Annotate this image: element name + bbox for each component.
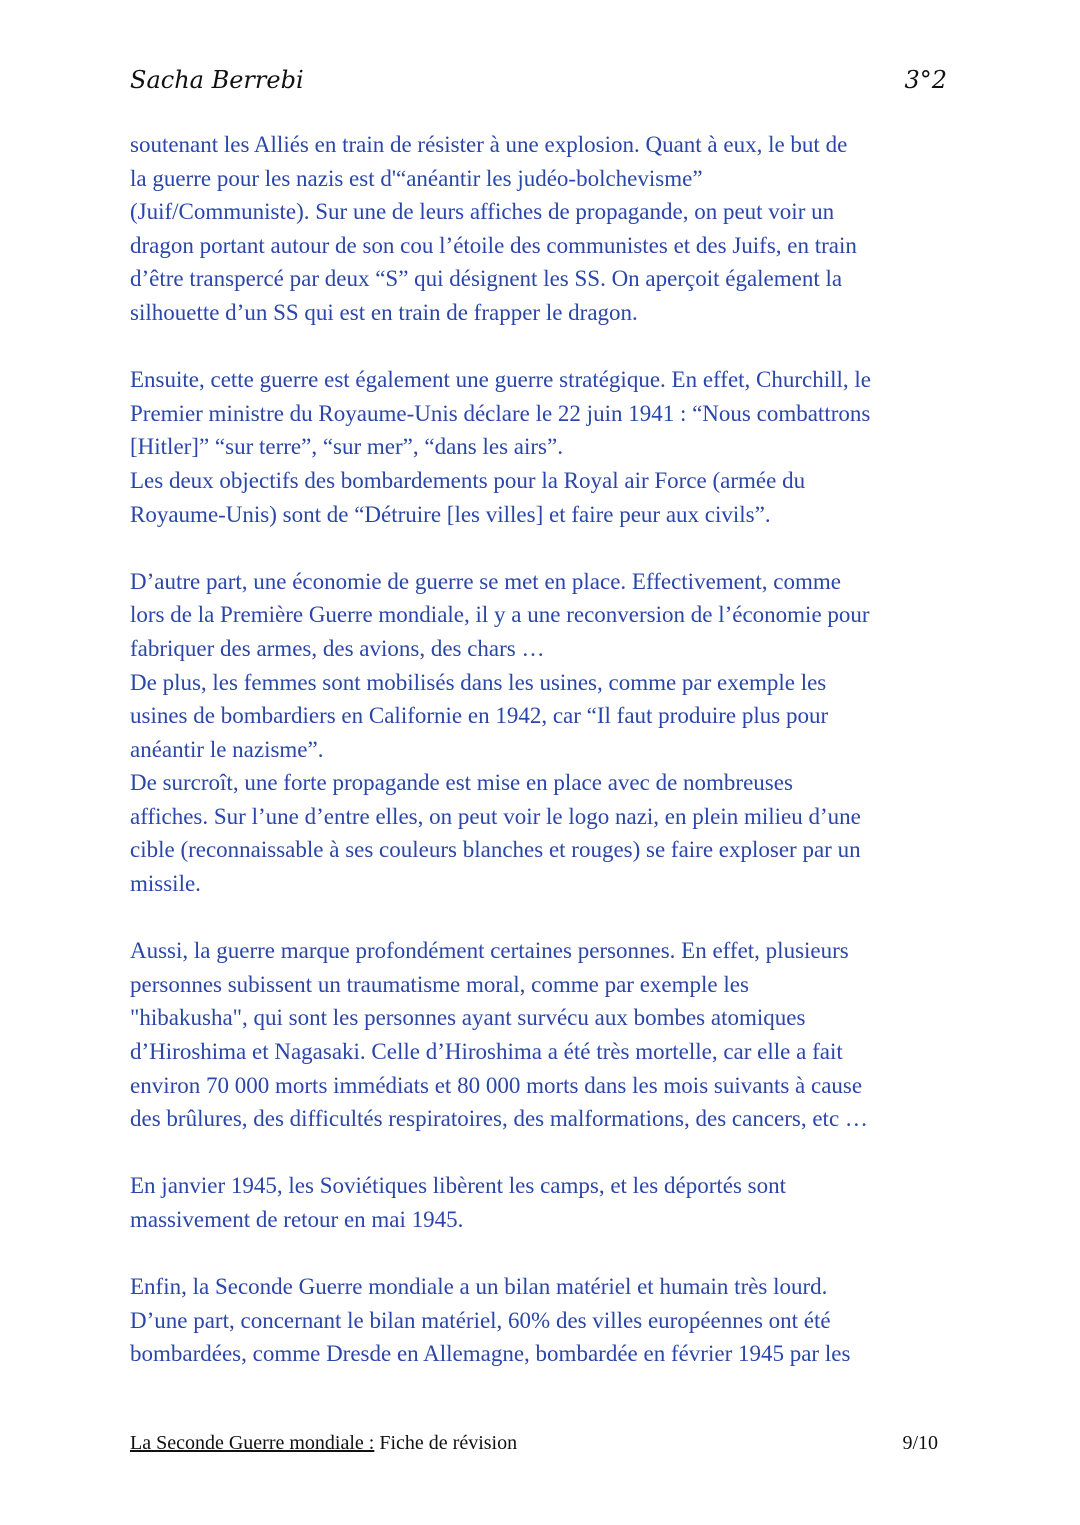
- footer-title: La Seconde Guerre mondiale :: [130, 1432, 375, 1454]
- paragraph-2: [130, 363, 960, 531]
- text-line: Les deux objectifs des bombardements pour la Royal air Force (armée du: [130, 467, 806, 493]
- text-line: lors de la Première Guerre mondiale, il y a une reconversion de l’économie pour: [130, 602, 870, 628]
- text-line: la guerre pour les nazis est d'“anéantir les judéo-bolchevisme”: [130, 165, 703, 191]
- text-line: des brûlures, des difficultés respiratoires, des malformations, des cancers, etc …: [130, 1106, 868, 1132]
- text-line: Enfin, la Seconde Guerre mondiale a un bilan matériel et humain très lourd.: [130, 1274, 828, 1300]
- text-line: cible (reconnaissable à ses couleurs blanches et rouges) se faire exploser par un: [130, 837, 861, 863]
- text-line: massivement de retour en mai 1945.: [130, 1207, 464, 1232]
- text-line: environ 70 000 morts immédiats et 80 000 morts dans les mois suivants à cause: [130, 1072, 863, 1098]
- text-line: "hibakusha", qui sont les personnes ayant survécu aux bombes atomiques: [130, 1005, 806, 1031]
- paragraph-3: [130, 565, 960, 901]
- text-line: soutenant les Alliés en train de résister à une explosion. Quant à eux, le but de: [130, 132, 848, 157]
- document-body: [130, 128, 960, 1405]
- text-line: D’autre part, une économie de guerre se met en place. Effectivement, comme: [130, 568, 841, 594]
- paragraph-6: [130, 1270, 960, 1371]
- text-line: Royaume-Unis) sont de “Détruire [les villes] et faire peur aux civils”.: [130, 501, 771, 527]
- text-line: Aussi, la guerre marque profondément certaines personnes. En effet, plusieurs: [130, 938, 849, 964]
- page-footer: [130, 1432, 938, 1462]
- text-line: bombardées, comme Dresde en Allemagne, bombardée en février 1945 par les: [130, 1341, 851, 1367]
- text-line: d’Hiroshima et Nagasaki. Celle d’Hiroshima a été très mortelle, car elle a fait: [130, 1039, 843, 1065]
- text-line: Ensuite, cette guerre est également une guerre stratégique. En effet, Churchill, le: [130, 367, 872, 393]
- class-label: 3°2: [904, 66, 947, 94]
- text-line: De plus, les femmes sont mobilisés dans les usines, comme par exemple les: [130, 669, 827, 695]
- author-name: Sacha Berrebi: [130, 66, 304, 94]
- text-line: fabriquer des armes, des avions, des chars …: [130, 635, 545, 661]
- footer-subtitle: Fiche de révision: [374, 1432, 518, 1454]
- text-line: De surcroît, une forte propagande est mise en place avec de nombreuses: [130, 770, 793, 796]
- text-line: anéantir le nazisme”.: [130, 736, 324, 762]
- paragraph-4: [130, 934, 960, 1136]
- text-line: dragon portant autour de son cou l’étoile des communistes et des Juifs, en train: [130, 232, 857, 258]
- text-line: missile.: [130, 871, 201, 897]
- text-line: d’être transpercé par deux “S” qui désignent les SS. On aperçoit également la: [130, 266, 843, 292]
- page-header: [130, 66, 947, 106]
- text-line: (Juif/Communiste). Sur une de leurs affiches de propagande, on peut voir un: [130, 199, 835, 225]
- paragraph-5: [130, 1169, 960, 1236]
- text-line: silhouette d’un SS qui est en train de frapper le dragon.: [130, 299, 638, 325]
- text-line: D’une part, concernant le bilan matériel, 60% des villes européennes ont été: [130, 1307, 831, 1333]
- text-line: usines de bombardiers en Californie en 1942, car “Il faut produire plus pour: [130, 703, 829, 729]
- text-line: affiches. Sur l’une d’entre elles, on peut voir le logo nazi, en plein milieu d’une: [130, 803, 861, 829]
- text-line: [Hitler]” “sur terre”, “sur mer”, “dans les airs”.: [130, 434, 563, 460]
- page-number: 9/10: [902, 1432, 938, 1454]
- text-line: En janvier 1945, les Soviétiques libèrent les camps, et les déportés sont: [130, 1173, 786, 1199]
- text-line: personnes subissent un traumatisme moral, comme par exemple les: [130, 971, 749, 997]
- text-line: Premier ministre du Royaume-Unis déclare le 22 juin 1941 : “Nous combattrons: [130, 400, 871, 426]
- paragraph-1: [130, 128, 960, 330]
